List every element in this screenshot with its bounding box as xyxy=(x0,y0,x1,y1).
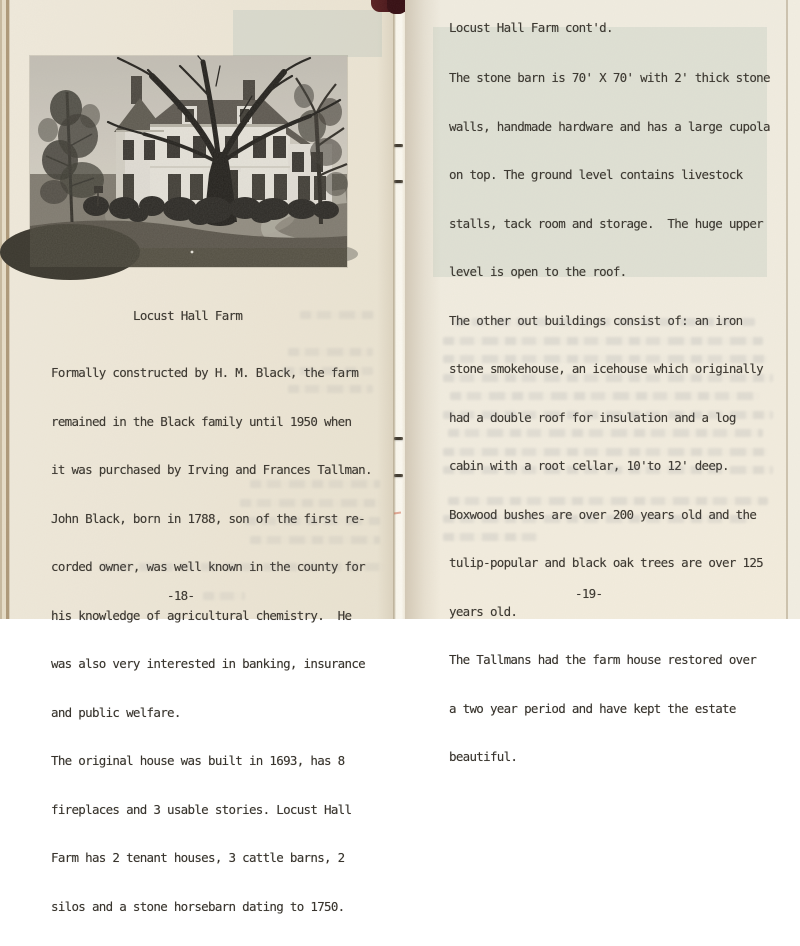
bleed-through-text xyxy=(448,497,768,505)
typewritten-line: The Tallmans had the farm house restored over xyxy=(449,652,757,667)
typewritten-line: stone smokehouse, an icehouse which originally xyxy=(449,361,763,376)
bleed-through-text xyxy=(100,563,385,571)
typewritten-line: on top. The ground level contains livestock xyxy=(449,167,743,182)
bleed-through-text xyxy=(443,448,768,456)
typewritten-line: corded owner, was well known in the county for xyxy=(51,559,365,574)
bleed-through-text xyxy=(443,337,763,345)
bleed-through-text xyxy=(203,592,245,600)
bleed-through-text xyxy=(240,499,380,507)
bleed-through-text xyxy=(443,466,773,474)
staple xyxy=(394,180,403,183)
typewritten-line: it was purchased by Irving and Frances Tallman. xyxy=(51,462,372,477)
typewritten-line: The stone barn is 70' X 70' with 2' thick stone xyxy=(449,70,770,85)
staple xyxy=(394,437,403,440)
typewritten-line: and public welfare. xyxy=(51,704,181,720)
typewritten-line: beautiful. xyxy=(449,749,518,764)
typewritten-line: fireplaces and 3 usable stories. Locust Hall xyxy=(51,801,352,817)
typewritten-line: his knowledge of agricultural chemistry. He xyxy=(51,607,352,623)
bleed-through-text xyxy=(250,480,380,488)
bleed-through-text xyxy=(283,367,373,375)
bleed-through-text xyxy=(288,385,373,393)
typewritten-line: The other out buildings consist of: an iron xyxy=(449,312,743,328)
gutter-shadow-right xyxy=(405,0,441,619)
typewritten-line: level is open to the roof. xyxy=(449,264,627,279)
bleed-through-text xyxy=(443,515,753,523)
typewritten-line: had a double roof for insulation and a log xyxy=(449,409,736,425)
typewritten-line: Formally constructed by H. M. Black, the farm xyxy=(51,365,359,380)
bleed-through-text xyxy=(245,517,380,525)
typewritten-line: stalls, tack room and storage. The huge upper xyxy=(449,215,763,231)
staple xyxy=(394,474,403,477)
typewritten-line: cabin with a root cellar, 10'to 12' deep. xyxy=(449,458,729,473)
typewritten-line: silos and a stone horsebarn dating to 1750. xyxy=(51,898,345,914)
right-page-number: -19- xyxy=(575,586,603,601)
typewritten-line: The original house was built in 1693, has 8 xyxy=(51,753,345,768)
book-gutter xyxy=(393,0,405,619)
staple xyxy=(394,144,403,147)
typewritten-line: a two year period and have kept the estate xyxy=(449,700,736,716)
typewritten-line: Boxwood bushes are over 200 years old and the xyxy=(449,506,757,522)
left-page-heading: Locust Hall Farm xyxy=(133,308,243,323)
typewritten-line: tulip-popular and black oak trees are over 125 xyxy=(449,555,763,570)
bleed-through-text xyxy=(443,533,538,541)
bleed-through-text xyxy=(443,374,773,382)
spine-shadow-core xyxy=(387,0,407,14)
left-page-body xyxy=(51,334,372,946)
bleed-through-text xyxy=(455,318,755,326)
page-under-edge xyxy=(788,0,800,619)
typewritten-line: Farm has 2 tenant houses, 3 cattle barns, 2 xyxy=(51,850,345,865)
bleed-through-text xyxy=(450,392,760,400)
left-page-number: -18- xyxy=(167,588,195,603)
typewritten-line: years old. xyxy=(449,603,518,619)
typewritten-line: walls, handmade hardware and has a large cupola xyxy=(449,118,770,134)
typewritten-line: remained in the Black family until 1950 when xyxy=(51,413,352,429)
typewritten-line: was also very interested in banking, insurance xyxy=(51,656,365,671)
bleed-through-text xyxy=(443,411,773,419)
bleed-through-text xyxy=(448,429,763,437)
book-left-edge xyxy=(0,0,10,619)
typewritten-line: John Black, born in 1788, son of the first re- xyxy=(51,510,365,526)
farmhouse-photo xyxy=(30,56,347,267)
bleed-through-text xyxy=(300,311,375,319)
bleed-through-text xyxy=(443,355,768,363)
bleed-through-text xyxy=(250,536,380,544)
bleed-through-text xyxy=(288,348,373,356)
right-page-heading: Locust Hall Farm cont'd. xyxy=(449,20,613,35)
